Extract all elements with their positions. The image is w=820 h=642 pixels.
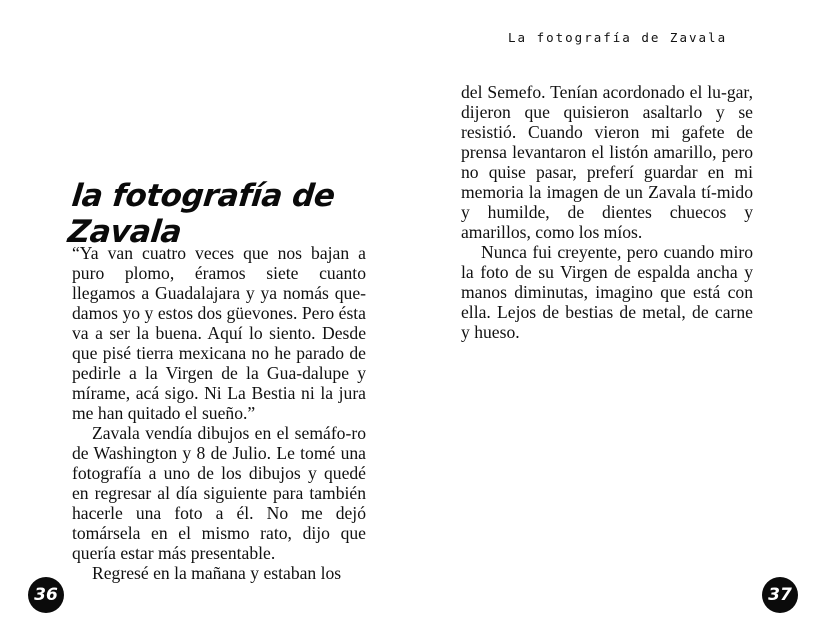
page-number: 36 xyxy=(28,577,64,613)
chapter-title: la fotografía de Zavala xyxy=(66,178,337,250)
paragraph: “Ya van cuatro veces que nos bajan a puro plomo, éramos siete cuanto llegamos a Guadalajara y ya nomás que-damos yo y estos dos güevones. Pero ésta va a ser la buena. Aquí lo siento. Desde que pisé tierra mexicana no he parado de pedirle a la Virgen de la Gua-dalupe y mírame, acá sigo. Ni La Bestia ni la jura me han quitado el sueño.” xyxy=(72,243,366,423)
paragraph: Zavala vendía dibujos en el semáfo-ro de Washington y 8 de Julio. Le tomé una fotografía a uno de los dibujos y quedé en regresar al día siguiente para también hacerle una foto a él. No me dejó tomársela en el mismo rato, dijo que quería estar más presentable. xyxy=(72,423,366,563)
running-header: La fotografía de Zavala xyxy=(508,30,728,45)
paragraph: del Semefo. Tenían acordonado el lu-gar, dijeron que quisieron asaltarlo y se resistió. Cuando vieron mi gafete de prensa levantaron el listón amarillo, pero no quise pasar, preferí guardar en mi memoria la imagen de un Zavala tí-mido y humilde, de dientes chuecos y amarillos, como los míos. xyxy=(461,82,753,242)
page-number: 37 xyxy=(762,577,798,613)
right-page xyxy=(410,0,820,642)
paragraph: Regresé en la mañana y estaban los xyxy=(92,563,342,583)
body-text xyxy=(72,243,366,583)
body-text xyxy=(461,82,753,342)
paragraph: Nunca fui creyente, pero cuando miro la foto de su Virgen de espalda ancha y manos diminutas, imagino que está con ella. Lejos de bestias de metal, de carne y hueso. xyxy=(461,242,753,342)
